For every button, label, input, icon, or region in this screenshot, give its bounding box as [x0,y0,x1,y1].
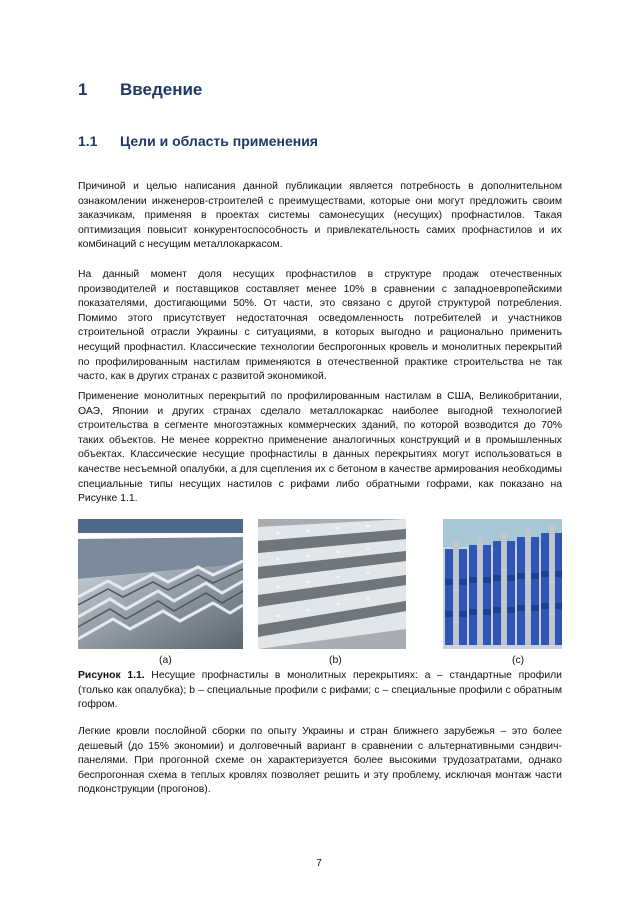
section-title: Введение [120,80,203,99]
page-number: 7 [316,858,322,869]
figure-caption-text: Несущие профнастилы в монолитных перекрытиях: a – стандартные профили (только как опалубка); b – специальные профили с рифами; c – специальные профили с обратным гофром. [78,670,562,711]
paragraph-light-roofs: Легкие кровли послойной сборки по опыту Украины и стран ближнего зарубежья – это более дешевый (до 15% экономии) и долговечный вариант в сравнении с альтернативными сэндвич-панелями. При прогонной схеме он характеризуется более высокими трудозатратами, однако беспрогонная схема в теплых кровлях позволяет решить и эту проблему, исключая монтаж части подконструкции (прогонов). [78,726,562,796]
photo-embossed-profiles [258,519,406,649]
figure-caption-label: Рисунок 1.1. [78,670,145,681]
figure-profiled-decking [78,519,562,649]
photo-reentrant-profiles [443,519,562,649]
paragraph-purpose: Причиной и целью написания данной публикации является потребность в дополнительном ознакомлении инженеров-строителей с преимуществами, которые они могут предложить своим заказчикам, применяя в проектах системы самонесущих (несущих) профнастилов. Такая оптимизация повысит конкурентоспособность и привлекательность самих профнастилов и их комбинаций с несущим металлокаркасом. [78,181,562,251]
figure-sublabel-c: (c) [512,655,525,666]
figure-caption [78,669,562,713]
paragraph-market-share: На данный момент доля несущих профнастилов в структуре продаж отечественных производителей и поставщиков составляет менее 10% в сравнении с западноевропейскими показателями, достигающими 50%. От части, это связано с другой структурой потребления. Помимо этого присутствует недостаточная осведомленность потребителей и участников строительной отрасли Украины с ситуациями, в которых выгодно и рационально применить несущий профнастил. Классические технологии беспрогонных кровель и монолитных перекрытий по профилированным настилам применяются в отечественной практике строительства не так часто, как в других странах с развитой экономикой. [78,269,562,383]
paragraph-monolithic-floors: Применение монолитных перекрытий по профилированным настилам в США, Великобритании, ОАЭ, Японии и других странах сделало металлокаркас наиболее выгодной технологией строительства в сегменте многоэтажных коммерческих зданий, по которой возводится до 70% таких объектов. Не менее корректно применение аналогичных конструкций и в промышленных объектах. Классические несущие профнастилы в данных перекрытиях могут использоваться в качестве несъемной опалубки, а для сцепления их с бетоном в качестве армирования необходимы специальные типы несущих настилов с рифами либо обратными гофрами, как показано на Рисунке 1.1. [78,391,562,505]
subsection-title: Цели и область применения [120,133,318,149]
figure-sublabel-b: (b) [329,655,342,666]
figure-sublabel-a: (a) [159,655,172,666]
photo-standard-profiles [78,519,243,649]
subsection-number: 1.1 [78,133,98,149]
section-number: 1 [78,80,88,99]
